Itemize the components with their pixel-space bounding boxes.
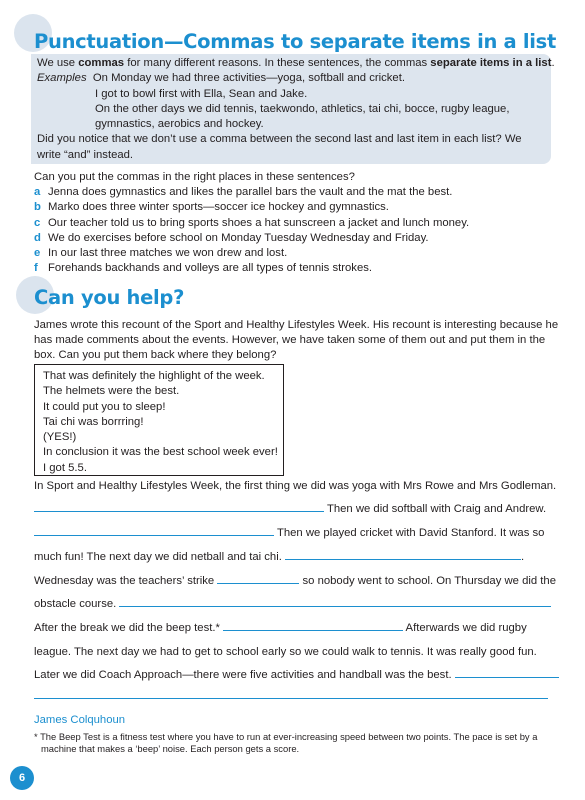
comment-line: That was definitely the highlight of the week.: [43, 370, 265, 382]
list-item: f Forehands backhands and volleys are all types of tennis strokes.: [34, 262, 373, 275]
note-text: Did you notice that we don’t use a comma between the second last and last item in each list? We: [37, 133, 522, 146]
answer-blank[interactable]: [34, 697, 548, 699]
story-line: Wednesday was the teachers’ strike so nobody went to school. On Thursday we did the: [34, 575, 556, 587]
example-line: I got to bowl first with Ella, Sean and Jake.: [95, 87, 308, 100]
intro-text: We use commas for many different reasons. In these sentences, the commas separate items in a list.: [37, 57, 555, 69]
story-line: After the break we did the beep test.* Afterwards we did rugby: [34, 622, 527, 634]
author-name: James Colquhoun: [34, 714, 126, 726]
story-line: Then we played cricket with David Stanford. It was so: [34, 527, 554, 539]
examples-label: Examples: [37, 72, 87, 85]
section-title-punctuation: Punctuation—Commas to separate items in a list: [34, 30, 556, 53]
section-title-can-you-help: Can you help?: [34, 286, 185, 309]
example-line: gymnastics, aerobics and hockey.: [95, 118, 264, 131]
comment-line: I got 5.5.: [43, 461, 87, 474]
answer-blank[interactable]: [455, 676, 559, 678]
list-item: a Jenna does gymnastics and likes the parallel bars the vault and the mat the best.: [34, 186, 453, 198]
footnote: * The Beep Test is a fitness test where you have to run at ever-increasing speed between two points. The pace is set by a: [34, 731, 538, 742]
footnote: machine that makes a ‘beep’ noise. Each person gets a score.: [41, 743, 300, 754]
page-number-badge: 6: [10, 766, 34, 790]
answer-blank[interactable]: [285, 558, 521, 560]
list-item: d We do exercises before school on Monday Tuesday Wednesday and Friday.: [34, 231, 429, 244]
example-line: Examples On Monday we had three activities—yoga, softball and cricket.: [37, 72, 405, 85]
comment-line: It could put you to sleep!: [43, 400, 166, 413]
story-line: [34, 690, 554, 702]
comments-box: [34, 364, 284, 476]
comment-line: (YES!): [43, 431, 77, 444]
section2-intro: James wrote this recount of the Sport and Healthy Lifestyles Week. His recount is interesting because he: [34, 319, 559, 331]
answer-blank[interactable]: [119, 605, 551, 607]
example-line: On the other days we did tennis, taekwondo, athletics, tai chi, bocce, rugby league,: [95, 102, 510, 115]
story-line: Then we did softball with Craig and Andrew.: [34, 503, 554, 515]
questions-prompt: Can you put the commas in the right places in these sentences?: [34, 171, 355, 183]
comment-line: The helmets were the best.: [43, 385, 180, 398]
section2-intro: box. Can you put them back where they belong?: [34, 349, 277, 361]
answer-blank[interactable]: [34, 510, 324, 512]
answer-blank[interactable]: [217, 582, 299, 584]
story-line: league. The next day we had to get to school early so we could walk to tennis. It was really good fun.: [34, 646, 537, 658]
story-line: much fun! The next day we did netball and tai chi. .: [34, 551, 525, 563]
questions-list: [34, 185, 554, 277]
list-item: c Our teacher told us to bring sports shoes a hat sunscreen a jacket and lunch money.: [34, 216, 470, 229]
comment-line: Tai chi was borrring!: [43, 415, 144, 428]
answer-blank[interactable]: [34, 534, 274, 536]
comment-line: In conclusion it was the best school week ever!: [43, 446, 278, 459]
section2-intro: has made comments about the events. However, we have taken some of them out and put them in the: [34, 334, 546, 346]
story-line: Later we did Coach Approach—there were five activities and handball was the best.: [34, 669, 554, 681]
note-text: write “and” instead.: [37, 148, 134, 161]
list-item: b Marko does three winter sports—soccer ice hockey and gymnastics.: [34, 201, 389, 214]
answer-blank[interactable]: [223, 629, 403, 631]
story-line: obstacle course.: [34, 598, 554, 610]
list-item: e In our last three matches we won drew and lost.: [34, 247, 288, 260]
info-panel: [31, 54, 555, 164]
story-line: In Sport and Healthy Lifestyles Week, the first thing we did was yoga with Mrs Rowe and Mrs Godleman.: [34, 480, 557, 492]
